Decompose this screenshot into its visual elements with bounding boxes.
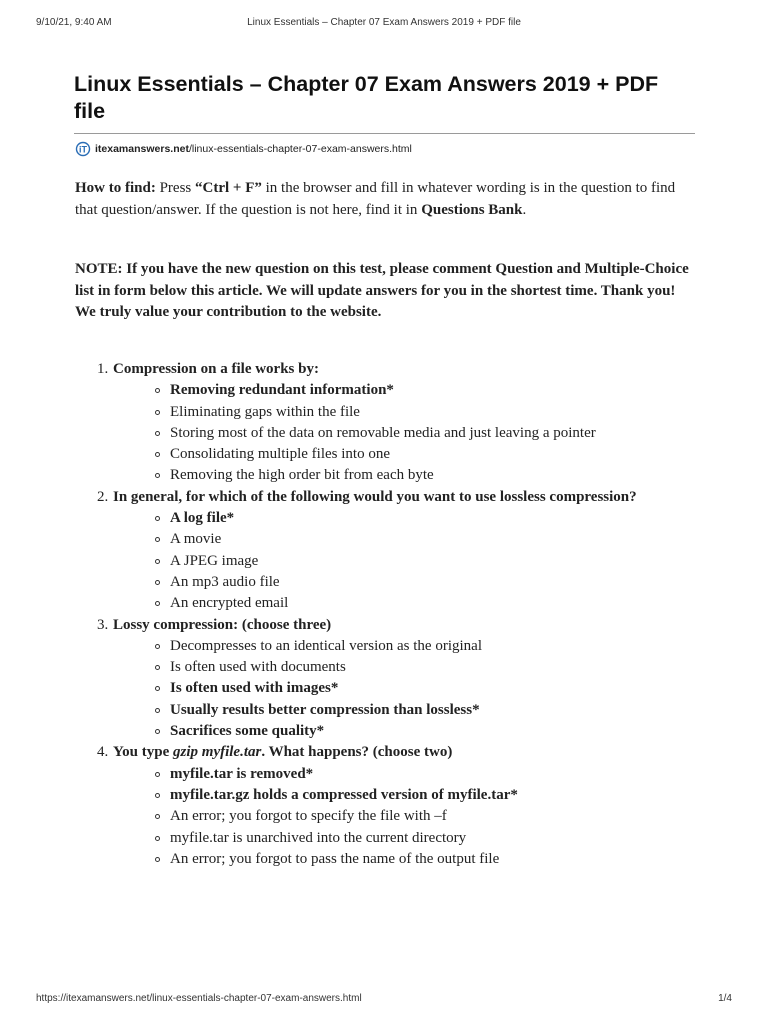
bullet-icon: [155, 452, 160, 457]
bullet-icon: [155, 601, 160, 606]
answer-option: [150, 806, 685, 827]
option-text: Storing most of the data on removable media and just leaving a pointer: [170, 424, 596, 441]
option-text: Eliminating gaps within the file: [170, 403, 360, 420]
bullet-icon: [155, 559, 160, 564]
answer-option: [150, 402, 685, 423]
option-list: [113, 636, 685, 742]
question-text: Compression on a file works by:: [113, 361, 319, 377]
answer-option: [150, 465, 685, 486]
intro-text-1: Press: [155, 180, 196, 196]
bullet-icon: [155, 410, 160, 415]
page-number: 1/4: [718, 993, 732, 1004]
option-text: Consolidating multiple files into one: [170, 446, 390, 463]
answer-option: [150, 785, 685, 806]
answer-option: [150, 764, 685, 785]
article-title: Linux Essentials – Chapter 07 Exam Answers 2019 + PDF file: [74, 72, 659, 123]
option-text: Removing the high order bit from each byte: [170, 467, 434, 484]
answer-option: [150, 700, 685, 721]
answer-option: [150, 529, 685, 550]
intro-text-2: in the browser and fill in whatever wording is in the question to find that question/answer. If the question is not here, find it in: [75, 180, 676, 218]
site-logo-icon: [75, 141, 91, 157]
question-text: Lossy compression: (choose three): [113, 616, 332, 633]
option-text: Removing redundant information*: [170, 382, 394, 399]
source-link[interactable]: [75, 140, 412, 158]
option-text: An mp3 audio file: [170, 573, 280, 590]
intro-lead: How to find:: [75, 180, 156, 196]
answer-option: [150, 657, 685, 678]
bullet-icon: [155, 580, 160, 585]
question-text-end: . What happens? (choose two): [261, 744, 453, 761]
question-text: In general, for which of the following would you want to use lossless compression?: [113, 488, 637, 505]
bullet-icon: [155, 516, 160, 521]
answer-option: [150, 551, 685, 572]
answer-option: [150, 572, 685, 593]
bullet-icon: [155, 793, 160, 798]
note-paragraph: NOTE: If you have the new question on this test, please comment Question and Multiple-Choice list in form below this article. We will update answers for you in the shortest time. Thank you! We truly value your contribution to the website.: [75, 261, 689, 320]
option-text: myfile.tar.gz holds a compressed version of myfile.tar*: [170, 786, 518, 803]
answer-option: [150, 444, 685, 465]
source-path[interactable]: /linux-essentials-chapter-07-exam-answers.html: [188, 143, 412, 155]
answer-option: [150, 380, 685, 401]
question-3: [75, 615, 685, 743]
question-2: [75, 487, 685, 615]
bullet-icon: [155, 665, 160, 670]
answer-option: [150, 636, 685, 657]
questions-bank-link[interactable]: Questions Bank: [421, 201, 523, 218]
answer-option: [150, 423, 685, 444]
bullet-icon: [155, 729, 160, 734]
question-text-start: You type: [113, 744, 174, 761]
bullet-icon: [155, 473, 160, 478]
bullet-icon: [155, 644, 160, 649]
option-text: An error; you forgot to specify the file with –f: [170, 808, 447, 825]
answer-option: [150, 828, 685, 849]
bullet-icon: [155, 537, 160, 542]
title-divider: [74, 133, 695, 134]
intro-end: .: [522, 201, 527, 218]
bullet-icon: [155, 686, 160, 691]
print-date: 9/10/21, 9:40 AM: [36, 17, 112, 28]
bullet-icon: [155, 708, 160, 713]
option-text: An encrypted email: [170, 595, 289, 612]
question-4: [75, 742, 685, 870]
bullet-icon: [155, 431, 160, 436]
intro-paragraph: [75, 178, 695, 221]
option-text: Sacrifices some quality*: [170, 723, 325, 740]
print-page-title: Linux Essentials – Chapter 07 Exam Answers 2019 + PDF file: [247, 17, 521, 28]
option-text: Usually results better compression than lossless*: [170, 701, 480, 718]
print-footer: [36, 993, 732, 1007]
question-text: [113, 744, 452, 760]
option-text: Decompresses to an identical version as the original: [170, 637, 482, 654]
option-list: [113, 764, 685, 870]
print-url[interactable]: https://itexamanswers.net/linux-essentials-chapter-07-exam-answers.html: [36, 993, 362, 1004]
option-list: [113, 380, 685, 486]
bullet-icon: [155, 857, 160, 862]
option-text: myfile.tar is removed*: [170, 765, 314, 782]
answer-option: [150, 593, 685, 614]
bullet-icon: [155, 814, 160, 819]
bullet-icon: [155, 836, 160, 841]
svg-text:iT: iT: [79, 144, 87, 155]
answer-option: [150, 849, 685, 870]
print-header: [36, 17, 732, 31]
question-number: 1.: [97, 361, 109, 377]
intro-shortcut: “Ctrl + F”: [195, 180, 262, 196]
question-number: 3.: [97, 616, 109, 633]
answer-option: [150, 508, 685, 529]
option-text: myfile.tar is unarchived into the current directory: [170, 829, 467, 846]
answer-option: [150, 678, 685, 699]
option-text: An error; you forgot to pass the name of the output file: [170, 850, 500, 867]
question-1: [75, 359, 685, 487]
option-text: A JPEG image: [170, 552, 259, 569]
question-command: gzip myfile.tar: [173, 744, 262, 761]
option-text: Is often used with documents: [170, 659, 346, 676]
option-text: A movie: [170, 531, 222, 548]
answer-option: [150, 721, 685, 742]
question-number: 2.: [97, 488, 109, 505]
option-text: Is often used with images*: [170, 680, 339, 697]
bullet-icon: [155, 772, 160, 777]
source-domain[interactable]: itexamanswers.net: [95, 143, 189, 155]
option-list: [113, 508, 685, 614]
question-number: 4.: [97, 744, 109, 761]
option-text: A log file*: [170, 510, 235, 527]
question-list: [75, 359, 685, 870]
bullet-icon: [155, 388, 160, 393]
